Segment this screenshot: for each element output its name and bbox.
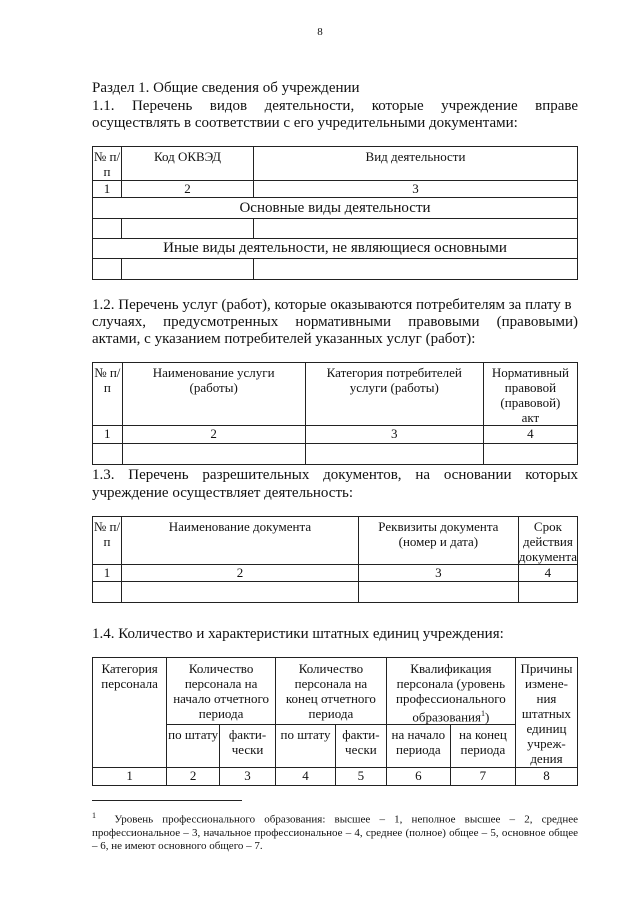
t2-num-1: 1 bbox=[93, 426, 123, 444]
t3-empty-cell bbox=[121, 582, 358, 603]
t1-empty-cell bbox=[254, 219, 578, 239]
page-number: 8 bbox=[317, 26, 323, 38]
section-1-3-line-1: 1.3. Перечень разрешительных документов, на основании которых bbox=[92, 467, 579, 483]
t4-num-4: 4 bbox=[276, 768, 336, 786]
t2-empty-cell bbox=[122, 444, 305, 465]
t4-qual-end: на конец периода bbox=[450, 725, 515, 768]
t4-num-8: 8 bbox=[515, 768, 577, 786]
t3-num-2: 2 bbox=[121, 565, 358, 582]
t2-header-service: Наименование услуги (работы) bbox=[122, 363, 305, 426]
t1-header-num: № п/п bbox=[93, 147, 122, 181]
footnote-rule bbox=[92, 800, 242, 801]
t3-empty-cell bbox=[518, 582, 577, 603]
staff-table bbox=[92, 657, 578, 786]
t3-header-num: № п/п bbox=[93, 517, 122, 565]
section-1-4-line-1: 1.4. Количество и характеристики штатных единиц учреждения: bbox=[92, 626, 504, 642]
t2-empty-cell bbox=[305, 444, 483, 465]
t4-num-3: 3 bbox=[220, 768, 276, 786]
t1-header-activity: Вид деятельности bbox=[254, 147, 578, 181]
t2-empty-cell bbox=[483, 444, 577, 465]
services-table bbox=[92, 362, 578, 465]
t3-num-1: 1 bbox=[93, 565, 122, 582]
t3-header-document: Наименование документа bbox=[121, 517, 358, 565]
activities-table bbox=[92, 146, 578, 280]
t3-header-details: Реквизиты документа (номер и дата) bbox=[358, 517, 518, 565]
t4-end-by-staff: по штату bbox=[276, 725, 336, 768]
footnote-mark: 1 bbox=[92, 811, 96, 820]
t2-header-consumers: Категория потребителей услуги (работы) bbox=[305, 363, 483, 426]
t4-num-1: 1 bbox=[93, 768, 167, 786]
t4-num-6: 6 bbox=[386, 768, 450, 786]
t4-num-2: 2 bbox=[167, 768, 220, 786]
t4-header-start: Количество персонала на начало отчетного периода bbox=[167, 658, 276, 725]
t2-num-4: 4 bbox=[483, 426, 577, 444]
t3-empty-cell bbox=[93, 582, 122, 603]
t1-empty-cell bbox=[122, 219, 254, 239]
section-1-2-line-2: случаях, предусмотренных нормативными правовыми (правовыми) bbox=[92, 314, 578, 330]
t3-header-validity: Срок действия документа bbox=[518, 517, 577, 565]
section-1-2-line-1: 1.2. Перечень услуг (работ), которые оказываются потребителям за плату в bbox=[92, 297, 572, 313]
t4-header-reasons: Причины измене- ния штатных единиц учреж- дения bbox=[515, 658, 577, 768]
t2-header-act: Нормативный правовой (правовой) акт bbox=[483, 363, 577, 426]
t1-empty-cell bbox=[122, 259, 254, 280]
t3-num-3: 3 bbox=[358, 565, 518, 582]
t1-other-activities-label: Иные виды деятельности, не являющиеся основными bbox=[93, 239, 578, 259]
t4-end-actual: факти- чески bbox=[335, 725, 386, 768]
t4-start-actual: факти- чески bbox=[220, 725, 276, 768]
t4-header-category: Категория персонала bbox=[93, 658, 167, 768]
t1-main-activities-label: Основные виды деятельности bbox=[93, 198, 578, 219]
t1-num-1: 1 bbox=[93, 181, 122, 198]
t1-header-code: Код ОКВЭД bbox=[122, 147, 254, 181]
t2-empty-cell bbox=[93, 444, 123, 465]
permits-table bbox=[92, 516, 578, 603]
footnote-text: Уровень профессионального образования: высшее – 1, неполное высшее – 2, среднее профессиональное – 3, начальное профессиональное – 4, среднее (полное) общее – 5, основное общее – 6, не имеют основного общего – 7. bbox=[92, 813, 579, 852]
t3-num-4: 4 bbox=[518, 565, 577, 582]
t4-num-7: 7 bbox=[450, 768, 515, 786]
section-1-2-line-3: актами, с указанием потребителей указанных услуг (работ): bbox=[92, 331, 476, 347]
t2-num-2: 2 bbox=[122, 426, 305, 444]
section-1-1-line-1: 1.1. Перечень видов деятельности, которые учреждение вправе bbox=[92, 98, 579, 114]
t1-num-3: 3 bbox=[254, 181, 578, 198]
t4-num-5: 5 bbox=[335, 768, 386, 786]
t1-empty-cell bbox=[93, 219, 122, 239]
t4-qual-start: на начало периода bbox=[386, 725, 450, 768]
t3-empty-cell bbox=[358, 582, 518, 603]
t4-header-qualification: Квалификация персонала (уровень профессионального образования$^1$) bbox=[386, 658, 515, 725]
t1-empty-cell bbox=[93, 259, 122, 280]
t2-num-3: 3 bbox=[305, 426, 483, 444]
section-1-1-line-2: осуществлять в соответствии с его учредительными документами: bbox=[92, 115, 518, 131]
t1-num-2: 2 bbox=[122, 181, 254, 198]
t4-start-by-staff: по штату bbox=[167, 725, 220, 768]
t4-header-end: Количество персонала на конец отчетного периода bbox=[276, 658, 387, 725]
footnote bbox=[92, 809, 578, 853]
section-title: Раздел 1. Общие сведения об учреждении bbox=[92, 80, 360, 96]
t1-empty-cell bbox=[254, 259, 578, 280]
t2-header-num: № п/п bbox=[93, 363, 123, 426]
section-1-3-line-2: учреждение осуществляет деятельность: bbox=[92, 485, 354, 501]
